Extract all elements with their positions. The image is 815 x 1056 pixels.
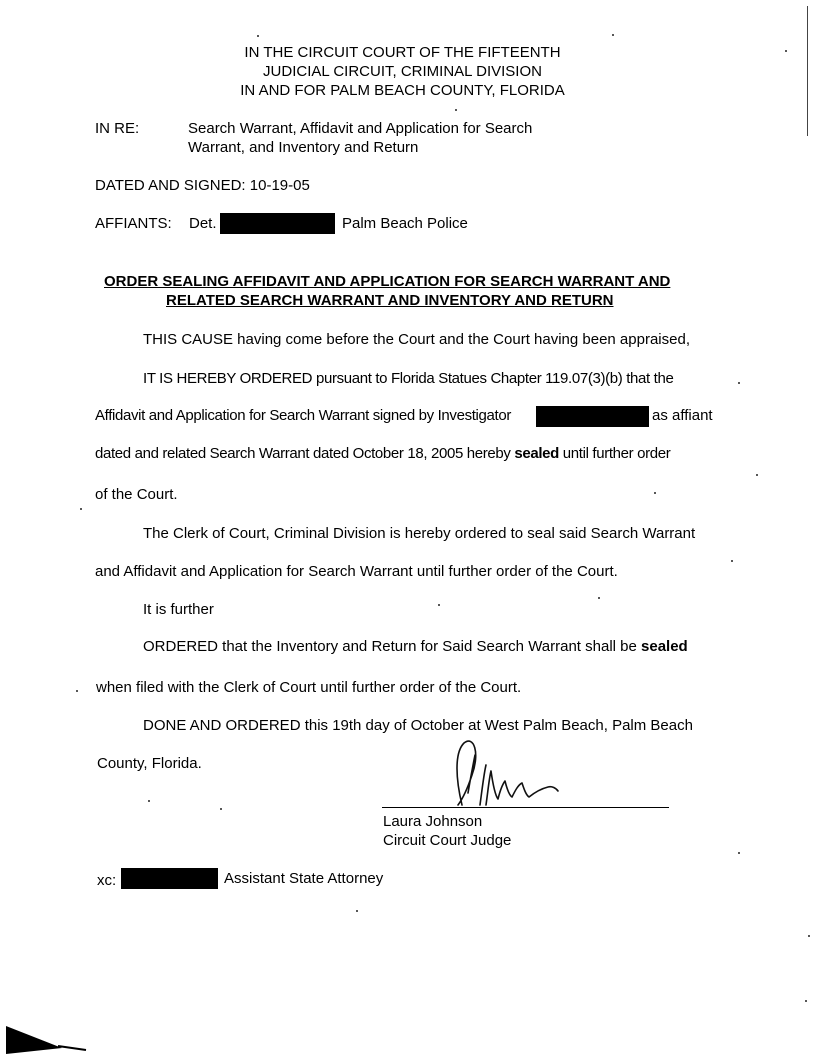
scan-artifact-arrow [0,1020,90,1056]
scan-speck [805,1000,807,1002]
scan-speck [738,852,740,854]
paragraph-inventory-line-2: when filed with the Clerk of Court until further order of the Court. [96,679,522,696]
sealed-emphasis-2: sealed [641,638,688,655]
paragraph-clerk-line-1: The Clerk of Court, Criminal Division is hereby ordered to seal said Search Warrant [143,525,696,542]
scan-speck [220,808,222,810]
paragraph-ordered-line-2a: Affidavit and Application for Search Warrant signed by Investigator [95,407,511,424]
paragraph-inventory-line-1a: ORDERED that the Inventory and Return for Said Search Warrant shall be [143,638,637,655]
scan-speck [598,597,600,599]
affiants-label: AFFIANTS: [95,215,172,232]
affiants-prefix: Det. [189,215,217,232]
scan-speck [756,474,758,476]
scan-speck [738,382,740,384]
judge-title: Circuit Court Judge [383,832,512,849]
order-title-line-1: ORDER SEALING AFFIDAVIT AND APPLICATION FOR SEARCH WARRANT AND [104,273,671,290]
scan-speck [80,508,82,510]
judge-signature [440,735,570,810]
scan-speck [76,690,78,692]
sealed-emphasis-1: sealed [514,445,559,462]
scan-speck [148,800,150,802]
redaction-bar-investigator [536,406,649,427]
scan-speck [455,109,457,111]
in-re-line-2: Warrant, and Inventory and Return [188,139,419,156]
paragraph-done-line-1: DONE AND ORDERED this 19th day of October at West Palm Beach, Palm Beach [143,717,693,734]
scan-speck [356,910,358,912]
court-header-line-3: IN AND FOR PALM BEACH COUNTY, FLORIDA [240,82,565,99]
paragraph-this-cause: THIS CAUSE having come before the Court and the Court having been appraised, [143,331,690,348]
paragraph-ordered-line-3a: dated and related Search Warrant dated October 18, 2005 hereby [95,445,511,462]
scan-speck [654,492,656,494]
in-re-label: IN RE: [95,120,140,137]
paragraph-clerk-line-2: and Affidavit and Application for Search Warrant until further order of the Court. [95,563,618,580]
dated-signed [95,177,310,194]
court-header-line-1: IN THE CIRCUIT COURT OF THE FIFTEENTH [244,44,561,61]
xc-suffix: Assistant State Attorney [224,870,384,887]
dated-label: DATED AND SIGNED: [95,177,246,194]
paragraph-ordered-line-2b: as affiant [652,407,713,424]
redaction-bar-xc [121,868,218,889]
paragraph-ordered-line-4: of the Court. [95,486,178,503]
scan-speck [731,560,733,562]
scan-speck [612,34,614,36]
scan-edge-line [807,6,808,136]
redaction-bar-affiant [220,213,335,234]
court-header-line-2: JUDICIAL CIRCUIT, CRIMINAL DIVISION [263,63,542,80]
dated-value: 10-19-05 [249,177,310,194]
paragraph-done-line-2: County, Florida. [97,755,202,772]
paragraph-ordered-line-3 [95,445,670,462]
in-re-line-1: Search Warrant, Affidavit and Application for Search [188,120,533,137]
affiants-suffix: Palm Beach Police [342,215,468,232]
scan-speck [808,935,810,937]
scan-speck [438,604,440,606]
paragraph-ordered-line-1: IT IS HEREBY ORDERED pursuant to Florida Statues Chapter 119.07(3)(b) that the [143,370,674,387]
scan-speck [785,50,787,52]
xc-label: xc: [97,872,117,889]
paragraph-it-is-further: It is further [143,601,214,618]
judge-name: Laura Johnson [383,813,483,830]
paragraph-ordered-line-3c: until further order [562,445,671,462]
paragraph-inventory-line-1 [143,638,688,655]
scan-speck [257,35,259,37]
signature-line [382,807,669,808]
order-title-line-2: RELATED SEARCH WARRANT AND INVENTORY AND RETURN [166,292,614,309]
